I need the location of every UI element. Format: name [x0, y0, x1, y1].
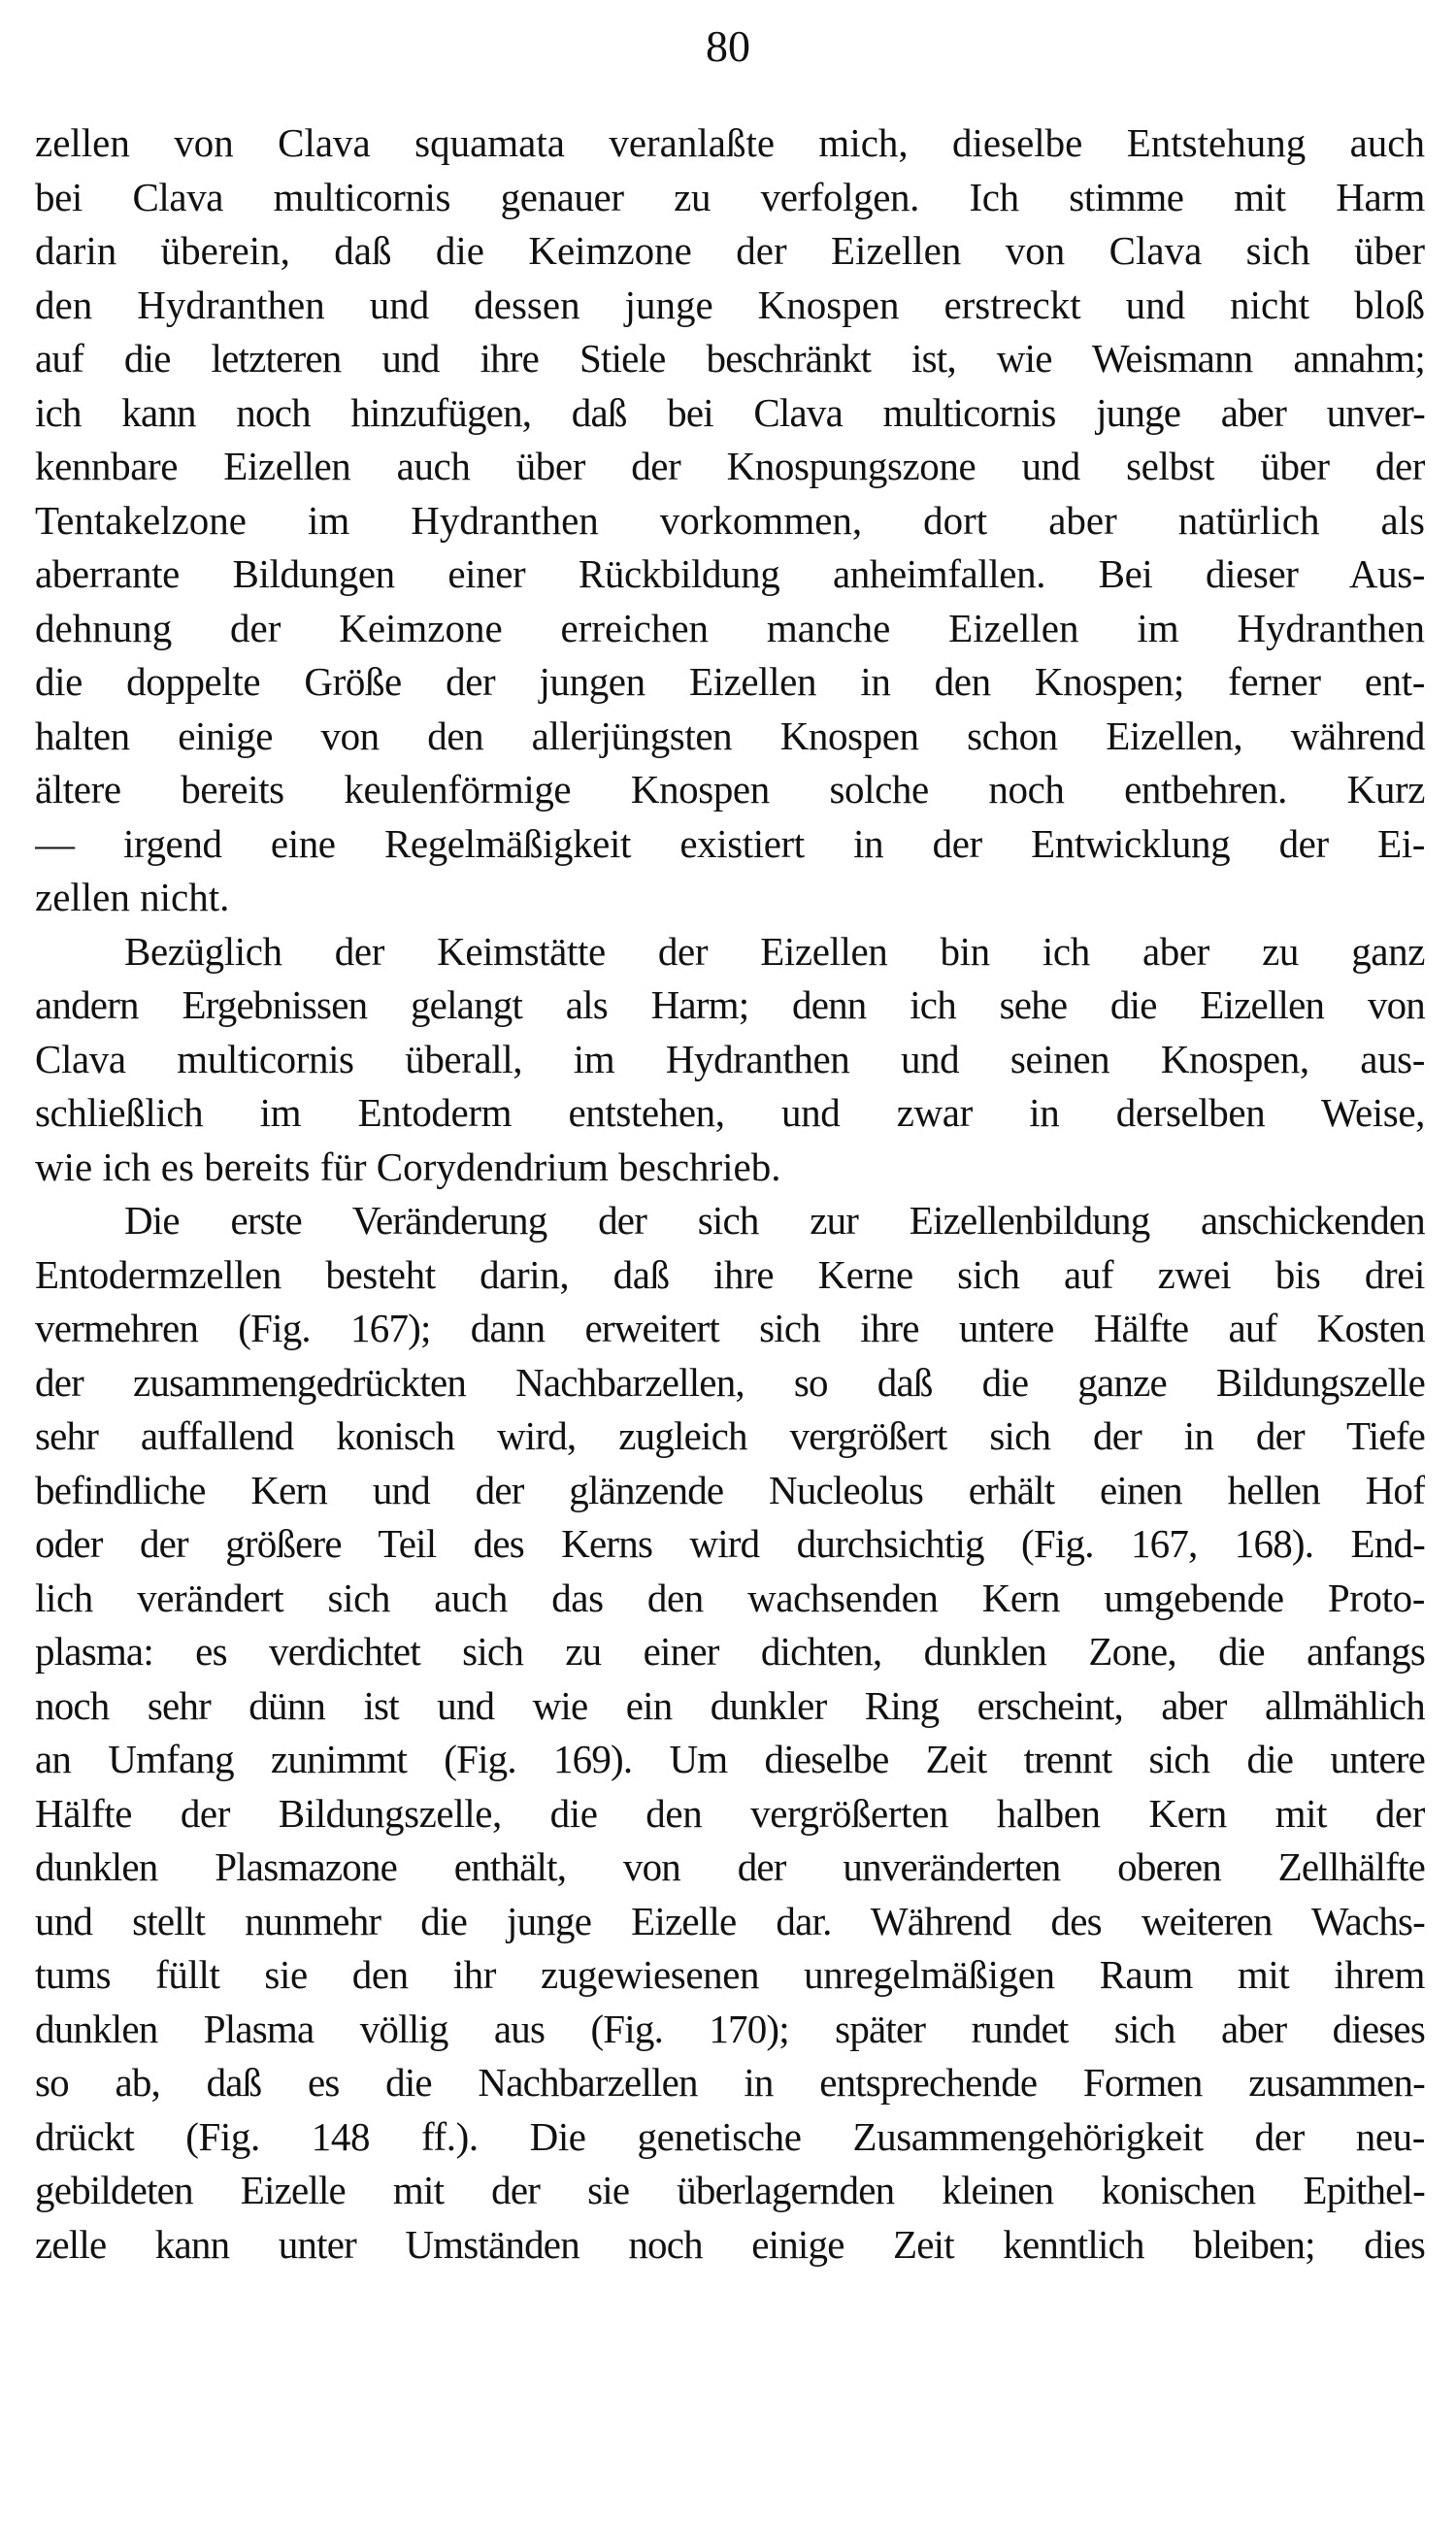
text-line: zelle kann unter Umständen noch einige Zeit kenntlich bleiben; dies	[35, 2221, 1425, 2267]
text-line: zellen von Clava squamata veranlaßte mich, dieselbe Entstehung auch	[35, 120, 1425, 165]
paragraph-start-line: Die erste Veränderung der sich zur Eizellenbildung anschickenden	[124, 1198, 1425, 1243]
text-line: kennbare Eizellen auch über der Knospungszone und selbst über der	[35, 444, 1425, 488]
paragraph-start-line: Bezüglich der Keimstätte der Eizellen bin ich aber zu ganz	[124, 928, 1425, 974]
text-line: andern Ergebnissen gelangt als Harm; denn ich sehe die Eizellen von	[35, 982, 1425, 1027]
text-line: den Hydranthen und dessen junge Knospen erstreckt und nicht bloß	[35, 282, 1425, 327]
text-line: — irgend eine Regelmäßigkeit existiert in der Entwicklung der Ei-	[35, 820, 1425, 866]
text-line: noch sehr dünn ist und wie ein dunkler Ring erscheint, aber allmählich	[35, 1682, 1425, 1728]
text-line: an Umfang zunimmt (Fig. 169). Um dieselbe Zeit trennt sich die untere	[35, 1737, 1425, 1781]
text-line: ältere bereits keulenförmige Knospen solche noch entbehren. Kurz	[35, 767, 1425, 812]
text-line: oder der größere Teil des Kerns wird durchsichtig (Fig. 167, 168). End-	[35, 1521, 1425, 1566]
text-line: dunklen Plasmazone enthält, von der unveränderten oberen Zellhälfte	[35, 1844, 1425, 1889]
page-number: 80	[706, 21, 750, 71]
text-line: drückt (Fig. 148 ff.). Die genetische Zusammengehörigkeit der neu-	[35, 2113, 1425, 2159]
text-line: bei Clava multicornis genauer zu verfolgen. Ich stimme mit Harm	[35, 174, 1425, 219]
text-line: befindliche Kern und der glänzende Nucleolus erhält einen hellen Hof	[35, 1467, 1425, 1512]
text-line: halten einige von den allerjüngsten Knospen schon Eizellen, während	[35, 713, 1425, 758]
text-line: gebildeten Eizelle mit der sie überlagernden kleinen konischen Epithel-	[35, 2168, 1425, 2212]
text-line: schließlich im Entoderm entstehen, und zwar in derselben Weise,	[35, 1090, 1425, 1135]
text-line: wie ich es bereits für Corydendrium beschrieb.	[35, 1144, 781, 1189]
text-line: dunklen Plasma völlig aus (Fig. 170); später rundet sich aber dieses	[35, 2006, 1425, 2051]
text-line: Entodermzellen besteht darin, daß ihre Kerne sich auf zwei bis drei	[35, 1251, 1425, 1297]
text-line: so ab, daß es die Nachbarzellen in entsprechende Formen zusammen-	[35, 2060, 1425, 2105]
text-line: ich kann noch hinzufügen, daß bei Clava multicornis junge aber unver-	[35, 389, 1425, 435]
text-line: darin überein, daß die Keimzone der Eizellen von Clava sich über	[35, 228, 1425, 273]
text-line: die doppelte Größe der jungen Eizellen in den Knospen; ferner ent-	[35, 659, 1425, 704]
body-text	[35, 116, 1425, 2272]
text-line: Hälfte der Bildungszelle, die den vergrößerten halben Kern mit der	[35, 1790, 1425, 1836]
text-line: aberrante Bildungen einer Rückbildung anheimfallen. Bei dieser Aus-	[35, 551, 1425, 596]
text-line: Clava multicornis überall, im Hydranthen und seinen Knospen, aus-	[35, 1036, 1425, 1081]
text-line: auf die letzteren und ihre Stiele beschränkt ist, wie Weismann annahm;	[35, 336, 1425, 381]
text-line: der zusammengedrückten Nachbarzellen, so daß die ganze Bildungszelle	[35, 1359, 1425, 1405]
text-line: tums füllt sie den ihr zugewiesenen unregelmäßigen Raum mit ihrem	[35, 1952, 1425, 1997]
text-line: vermehren (Fig. 167); dann erweitert sich ihre untere Hälfte auf Kosten	[35, 1306, 1425, 1350]
text-line: plasma: es verdichtet sich zu einer dichten, dunklen Zone, die anfangs	[35, 1629, 1425, 1674]
text-line: zellen nicht.	[35, 875, 230, 919]
text-line: dehnung der Keimzone erreichen manche Eizellen im Hydranthen	[35, 605, 1425, 650]
text-line: lich verändert sich auch das den wachsenden Kern umgebende Proto-	[35, 1575, 1425, 1620]
text-line: und stellt nunmehr die junge Eizelle dar. Während des weiteren Wachs-	[35, 1898, 1425, 1943]
text-line: sehr auffallend konisch wird, zugleich vergrößert sich der in der Tiefe	[35, 1413, 1425, 1458]
text-line: Tentakelzone im Hydranthen vorkommen, dort aber natürlich als	[35, 497, 1425, 543]
